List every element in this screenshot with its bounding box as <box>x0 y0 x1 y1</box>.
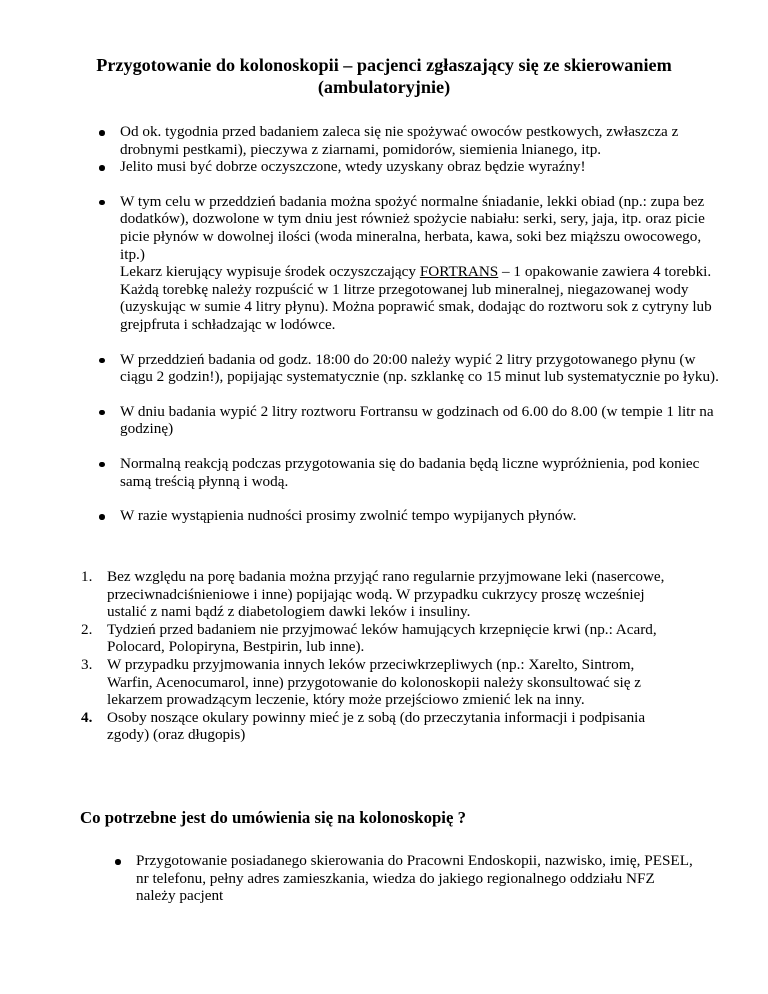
list-item: Normalną reakcją podczas przygotowania się do badania będą liczne wypróżnienia, pod koniec samą treścią płynną i wodą. <box>120 455 720 490</box>
list-item <box>81 568 667 621</box>
appointment-bullet-list <box>136 852 696 905</box>
list-item: W przeddzień badania od godz. 18:00 do 20:00 należy wypić 2 litry przygotowanego płynu (w ciągu 2 godzin!), popijając systematycznie (np. szklankę co 15 minut lub systematycznie po łyku). <box>120 350 719 386</box>
item-number: 1. <box>81 568 93 585</box>
item-text: Bez względu na porę badania można przyjąć rano regularnie przyjmowane leki (nasercowe, przeciwnadciśnieniowe i inne) popijając wodą. W przypadku cukrzycy proszę wcześniej ustalić z nami bądź z diabetologiem dawki leków i insuliny. <box>107 568 665 621</box>
bullet-text: W tym celu w przeddzień badania można spożyć normalne śniadanie, lekki obiad (np.: zupa bez dodatków), dozwolone w tym dniu jest również spożycie nabiału: serki, sery, jaja, itp. oraz picie picie płynów w dowolnej ilości (woda mineralna, herbata, kawa, soki bez miąższu owocowego, itp.) <box>120 192 705 263</box>
fortrans-after: – 1 opakowanie zawiera 4 torebki. Każdą torebkę należy rozpuścić w 1 litrze przegotowanej lub mineralnej, niegazowanej wody (uzyskując w sumie 4 litry płynu). Można poprawić smak, dodając do roztworu sok z cytryny lub grejpfruta i schładzając w lodówce. <box>120 263 712 333</box>
item-text: W przypadku przyjmowania innych leków przeciwkrzepliwych (np.: Xarelto, Sintrom, Warfin, Acenocumarol, inne) przygotowanie do kolonoskopii należy skonsultować się z lekarzem prowadzącym leczenie, który może przejściowo zmienić lek na inny. <box>107 655 641 709</box>
list-item: Przygotowanie posiadanego skierowania do Pracowni Endoskopii, nazwisko, imię, PESEL, nr telefonu, pełny adres zamieszkania, wiedza do jakiego regionalnego oddziału NFZ należy pacjent <box>136 852 696 905</box>
item-number: 3. <box>81 655 93 673</box>
fortrans-link[interactable]: FORTRANS <box>419 263 499 281</box>
list-item: Jelito musi być dobrze oczyszczone, wtedy uzyskany obraz będzie wyraźny! <box>120 158 720 176</box>
numbered-list <box>81 568 667 744</box>
item-text: Osoby noszące okulary powinny mieć je z sobą (do przeczytania informacji i podpisania zgody) (oraz długopis) <box>107 708 646 744</box>
list-item <box>120 193 720 334</box>
item-text: Tydzień przed badaniem nie przyjmować leków hamujących krzepnięcie krwi (np.: Acard, Polocard, Polopiryna, Bestpirin, lub inne). <box>107 620 657 656</box>
preparation-bullet-list <box>120 123 720 525</box>
list-item <box>81 655 667 709</box>
item-number: 4. <box>81 708 93 726</box>
fortrans-before: Lekarz kierujący wypisuje środek oczyszczający <box>120 263 420 281</box>
list-item: Od ok. tygodnia przed badaniem zaleca się nie spożywać owoców pestkowych, zwłaszcza z drobnymi pestkami), pieczywa z ziarnami, pomidorów, siemienia lnianego, itp. <box>120 123 720 158</box>
list-item <box>81 708 667 744</box>
item-number: 2. <box>81 620 93 638</box>
page-title: Przygotowanie do kolonoskopii – pacjenci zgłaszający się ze skierowaniem (ambulatoryjnie) <box>96 55 672 97</box>
list-item: W dniu badania wypić 2 litry roztworu Fortransu w godzinach od 6.00 do 8.00 (w tempie 1 litr na godzinę) <box>120 403 720 438</box>
section-heading: Co potrzebne jest do umówienia się na kolonoskopię ? <box>80 808 466 827</box>
list-item: W razie wystąpienia nudności prosimy zwolnić tempo wypijanych płynów. <box>120 507 720 525</box>
list-item <box>81 620 667 656</box>
